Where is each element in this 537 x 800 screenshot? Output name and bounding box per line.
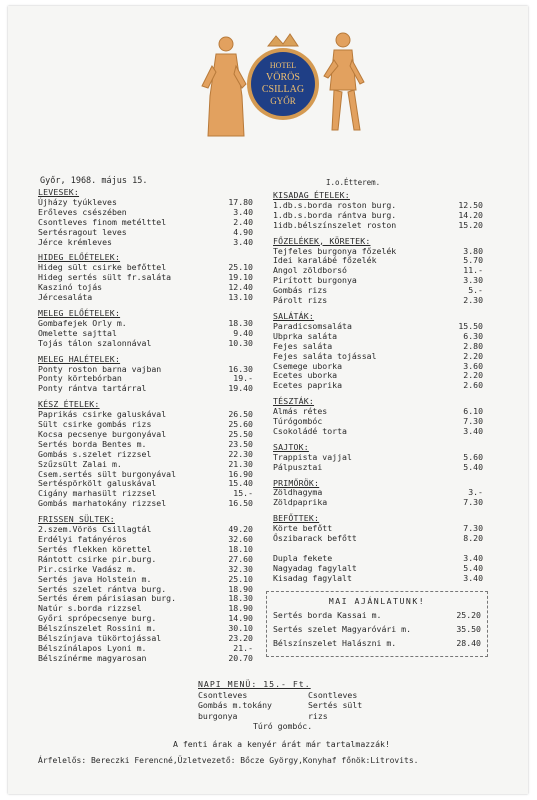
menu-item-price: 18.90 xyxy=(228,583,253,594)
menu-item-price: 25.50 xyxy=(228,428,253,439)
menu-item-name: Kisadag fagylalt xyxy=(273,572,352,583)
offer-item xyxy=(273,622,481,636)
menu-item-name: Pirított burgonya xyxy=(273,275,357,286)
menu-item-name: Hideg sertés sült fr.saláta xyxy=(38,272,172,283)
menu-item-price: 8.20 xyxy=(463,533,483,544)
menu-item xyxy=(38,339,253,349)
menu-item xyxy=(38,654,253,664)
menu-item-name: Erőleves csészében xyxy=(38,206,127,217)
menu-item-name: Trappista vajjal xyxy=(273,451,352,462)
menu-item xyxy=(273,463,483,473)
menu-item-name: Tojás tálon szalonnával xyxy=(38,337,152,348)
footer-staff: Árfelelős: Bereczki Ferencné,Üzletvezető: Bőcze György,Konyhaf főnök:Litrovits. xyxy=(38,756,419,765)
menu-item-name: Sertés szelet rántva burg. xyxy=(38,583,167,594)
logo-line-1: HOTEL xyxy=(269,61,297,70)
menu-item-name: Pir.csirke Vadász m. xyxy=(38,563,137,574)
menu-item-name: Csontleves finom metélttel xyxy=(38,216,167,227)
daily-menu-col2-item: Sertés sült xyxy=(308,700,363,710)
section-title: KISADAG ÉTELEK: xyxy=(273,190,350,200)
menu-item-name: Jérce krémleves xyxy=(38,236,112,247)
hotel-logo xyxy=(198,26,368,146)
menu-item-name: Csemege uborka xyxy=(273,360,343,371)
section-title: FŐZELÉKEK, KÖRETEK: xyxy=(273,235,371,246)
menu-item-name: 1.db.s.borda roston burg. xyxy=(273,199,397,210)
menu-item-name: Cigány marhasült rizzsel xyxy=(38,488,157,499)
menu-item xyxy=(273,498,483,508)
menu-item-price: 3.40 xyxy=(233,206,253,217)
menu-item-name: Dupla fekete xyxy=(273,552,333,563)
menu-item-price: 22.30 xyxy=(228,448,253,459)
section-title: TÉSZTÁK: xyxy=(273,396,315,407)
menu-item-price: 49.20 xyxy=(228,524,253,535)
menu-item-price: 7.30 xyxy=(463,523,483,534)
menu-item-name: Paprikás csirke galuskával xyxy=(38,409,167,420)
menu-item-name: Sült csirke gombás rizs xyxy=(38,419,152,430)
menu-item-price: 21.30 xyxy=(228,458,253,469)
menu-item-name: Fejes saláta tojással xyxy=(273,350,377,361)
menu-item-price: 6.30 xyxy=(463,330,483,341)
menu-item-price: 17.80 xyxy=(228,196,253,207)
menu-item-price: 2.80 xyxy=(463,340,483,351)
menu-item-price: 27.60 xyxy=(228,553,253,564)
menu-item-price: 14.20 xyxy=(458,209,483,220)
menu-item-name: Ubprka saláta xyxy=(273,330,338,341)
menu-item-name: Erdélyi fatányéros xyxy=(38,534,127,544)
menu-item-price: 12.40 xyxy=(228,282,253,293)
left-menu-column xyxy=(38,186,253,668)
menu-item-name: Ponty rántva tartárral xyxy=(38,383,147,394)
menu-item-name: Győri sprópecsenye burg. xyxy=(38,613,157,624)
menu-item-name: Gombafejek Orly m. xyxy=(38,317,127,328)
menu-item xyxy=(38,384,253,394)
menu-item-name: Kocsa pecsenye burgonyával xyxy=(38,428,167,439)
menu-item-name: Csokoládé torta xyxy=(273,425,347,436)
daily-menu-col1-item: Gombás m.tokány xyxy=(198,700,272,710)
menu-item-name: Rántott csirke pir.burg. xyxy=(38,553,157,564)
menu-item-price: 3.80 xyxy=(463,245,483,256)
menu-item xyxy=(38,238,253,248)
menu-item-price: 5.60 xyxy=(463,451,483,462)
daily-menu-col2-item: rizs xyxy=(308,710,328,721)
menu-sheet xyxy=(8,6,528,794)
menu-item-name: Túrógombóc xyxy=(273,416,323,427)
menu-item-name: Sertésragout leves xyxy=(38,226,127,237)
menu-item-price: 5.40 xyxy=(463,562,483,573)
menu-item-name: Paradicsomsaláta xyxy=(273,320,352,331)
menu-item-name: Nagyadag fagylalt xyxy=(273,562,357,573)
menu-item-name: Jércesaláta xyxy=(38,292,93,303)
menu-item-price: 19.40 xyxy=(228,383,253,394)
menu-item-name: 1.db.s.borda rántva burg. xyxy=(273,209,397,220)
menu-item-name: Gombás s.szelet rizzsel xyxy=(38,448,152,459)
menu-item-name: Csem.sertés sült burgonyával xyxy=(38,468,177,479)
section-title: SAJTOK: xyxy=(273,441,309,452)
offer-title: MAI AJÁNLATUNK! xyxy=(328,596,426,606)
section-title: MELEG ELŐÉTELEK: xyxy=(38,307,121,318)
menu-item-name: Bélszínérme magyarosan xyxy=(38,652,147,663)
section-title: BEFŐTTEK: xyxy=(273,513,320,524)
offer-item-price: 35.50 xyxy=(456,624,481,634)
menu-item-price: 2.20 xyxy=(463,370,483,381)
section-title: HIDEG ELŐÉTELEK: xyxy=(38,252,121,263)
menu-item-price: 2.40 xyxy=(233,216,253,227)
menu-item-price: 3.- xyxy=(468,487,483,498)
menu-item xyxy=(273,381,483,391)
daily-menu-col1-item: burgonya xyxy=(198,710,238,721)
menu-item-name: Idei karalábé főzelék xyxy=(273,255,377,266)
menu-item-price: 23.20 xyxy=(228,633,253,644)
menu-item-name: Sertés flekken körettel xyxy=(38,543,152,554)
menu-item-name: Szűzsült Zalai m. xyxy=(38,458,122,469)
menu-item xyxy=(273,352,483,362)
menu-item-name: Zöldpaprika xyxy=(273,497,328,508)
right-menu-column xyxy=(273,189,483,588)
menu-item-price: 5.- xyxy=(468,285,483,296)
menu-item-price: 3.30 xyxy=(463,275,483,286)
menu-item-price: 18.30 xyxy=(228,317,253,328)
offer-item-name: Bélszínszelet Halászni m. xyxy=(273,638,397,648)
offer-item-price: 28.40 xyxy=(456,638,481,648)
daily-menu xyxy=(198,679,388,732)
menu-item-name: Tejfeles burgonya főzelék xyxy=(273,245,397,256)
menu-item-name: Ponty roston barna vajban xyxy=(38,363,162,374)
menu-item-price: 21.- xyxy=(233,642,253,653)
daily-offer-box xyxy=(266,591,488,657)
menu-item-price: 25.60 xyxy=(228,419,253,430)
menu-item-name: Pálpusztai xyxy=(273,461,323,472)
menu-item xyxy=(38,293,253,303)
menu-item-price: 2.30 xyxy=(463,295,483,306)
offer-item-price: 25.20 xyxy=(456,610,481,620)
section-title: SALÁTÁK: xyxy=(273,310,315,321)
section-title: FRISSEN SÜLTEK: xyxy=(38,514,115,525)
logo-line-2: VÖRÖS xyxy=(266,72,300,83)
menu-item-price: 16.30 xyxy=(228,363,253,374)
menu-item-name: Sertéspörkölt galuskával xyxy=(38,478,157,489)
menu-item-price: 26.50 xyxy=(228,409,253,420)
menu-item-price: 3.40 xyxy=(463,425,483,436)
price-note: A fenti árak a kenyér árát már tartalmazzák! xyxy=(173,739,390,749)
menu-item-price: 16.50 xyxy=(228,498,253,509)
menu-item-price: 15.20 xyxy=(458,219,483,230)
offer-item-name: Sertés borda Kassai m. xyxy=(273,610,382,620)
menu-item-name: Kaszinó tojás xyxy=(38,282,103,293)
menu-item-price: 18.10 xyxy=(228,543,253,554)
menu-item-price: 19.- xyxy=(233,373,253,384)
date-line: Győr, 1968. május 15. xyxy=(40,176,148,186)
menu-item-name: Sertés java Holstein m. xyxy=(38,573,152,584)
offer-item xyxy=(273,636,481,650)
menu-item-price: 2.60 xyxy=(463,380,483,391)
menu-item-name: Bélszínálapos Lyoni m. xyxy=(38,642,147,653)
menu-item-price: 15.- xyxy=(233,488,253,499)
logo-line-4: GYŐR xyxy=(270,96,296,106)
menu-item-name: Gombás marhatokány rizzsel xyxy=(38,498,167,509)
daily-menu-dessert: Túró gombóc. xyxy=(253,721,313,731)
menu-item-price: 23.50 xyxy=(228,438,253,449)
menu-item-price: 5.40 xyxy=(463,461,483,472)
menu-item-name: Natúr s.borda rizzsel xyxy=(38,603,142,614)
menu-item-price: 14.90 xyxy=(228,613,253,624)
menu-item-price: 15.50 xyxy=(458,320,483,331)
menu-item-price: 11.- xyxy=(463,265,483,276)
menu-item-name: Hideg sült csirke befőttel xyxy=(38,262,167,273)
daily-menu-title: NAPI MENÜ: 15.- Ft. xyxy=(198,679,311,689)
menu-item-name: Ponty körtebórban xyxy=(38,373,122,384)
menu-item-price: 20.70 xyxy=(228,652,253,663)
menu-item-price: 2.20 xyxy=(463,350,483,361)
menu-item-price: 4.90 xyxy=(233,226,253,237)
menu-item-name: 2.szem.Vörös Csillagtál xyxy=(38,524,152,535)
offer-item xyxy=(273,608,481,622)
menu-item-price: 19.10 xyxy=(228,272,253,283)
menu-item-name: Almás rétes xyxy=(273,406,328,417)
menu-item-price: 9.40 xyxy=(233,327,253,338)
menu-item-price: 30.10 xyxy=(228,623,253,634)
menu-item xyxy=(273,296,483,306)
offer-item-name: Sertés szelet Magyaróvári m. xyxy=(273,624,412,634)
logo-line-3: CSILLAG xyxy=(261,84,305,95)
menu-item-name: Őszibarack befőtt xyxy=(273,533,357,544)
menu-item-price: 3.40 xyxy=(233,236,253,247)
menu-item-price: 10.30 xyxy=(228,337,253,348)
menu-item-name: Újházy tyúkleves xyxy=(38,196,117,207)
menu-item-name: Párolt rizs xyxy=(273,295,328,306)
menu-item-name: Ecetes paprika xyxy=(273,380,343,391)
menu-item-price: 25.10 xyxy=(228,573,253,584)
section-title: PRIMŐRÖK: xyxy=(273,477,320,488)
menu-item-price: 6.10 xyxy=(463,406,483,417)
menu-item-name: Zöldhagyma xyxy=(273,487,323,498)
menu-item-name: Bélszínjava tükörtojással xyxy=(38,633,162,644)
menu-item-name: Angol zöldborsó xyxy=(273,265,347,276)
menu-item-name: Gombás rizs xyxy=(273,285,328,296)
menu-item-name: Sertés érem párisiasan burg. xyxy=(38,593,177,604)
daily-menu-col1-item: Csontleves xyxy=(198,689,248,700)
menu-item-price: 13.10 xyxy=(228,292,253,303)
menu-item-price: 32.30 xyxy=(228,563,253,574)
section-title: KÉSZ ÉTELEK: xyxy=(38,399,100,410)
menu-item-price: 3.60 xyxy=(463,360,483,371)
menu-item xyxy=(273,427,483,437)
menu-item-name: Ecetes uborka xyxy=(273,370,338,381)
menu-item-price: 5.70 xyxy=(463,255,483,266)
menu-item xyxy=(273,221,483,231)
menu-item-price: 12.50 xyxy=(458,199,483,210)
menu-item-price: 7.30 xyxy=(463,497,483,508)
menu-item-price: 16.90 xyxy=(228,468,253,479)
section-title: LEVESEK: xyxy=(38,187,80,197)
menu-item-name: 1idb.bélszínszelet roston xyxy=(273,219,397,230)
menu-item-price: 18.30 xyxy=(228,593,253,604)
section-title: MELEG HALÉTELEK: xyxy=(38,353,121,364)
menu-item xyxy=(273,534,483,544)
menu-item-name: Omelette sajttal xyxy=(38,327,117,338)
daily-menu-col2-item: Csontleves xyxy=(308,689,358,700)
class-note: I.o.Étterem. xyxy=(326,178,381,187)
menu-item xyxy=(38,499,253,509)
menu-item-price: 7.30 xyxy=(463,416,483,427)
menu-item-price: 25.10 xyxy=(228,262,253,273)
menu-item-price: 18.90 xyxy=(228,603,253,614)
menu-item-name: Sertés borda Bentes m. xyxy=(38,438,147,449)
menu-item xyxy=(273,574,483,584)
menu-item-price: 3.40 xyxy=(463,552,483,563)
menu-item-price: 3.40 xyxy=(463,572,483,583)
menu-item-name: Bélszínszelet Rossini m. xyxy=(38,623,157,634)
menu-item-price: 32.60 xyxy=(228,534,253,544)
menu-item-name: Körte befőtt xyxy=(273,523,333,534)
menu-item-price: 15.40 xyxy=(228,478,253,489)
menu-item-name: Fejes saláta xyxy=(273,340,333,351)
